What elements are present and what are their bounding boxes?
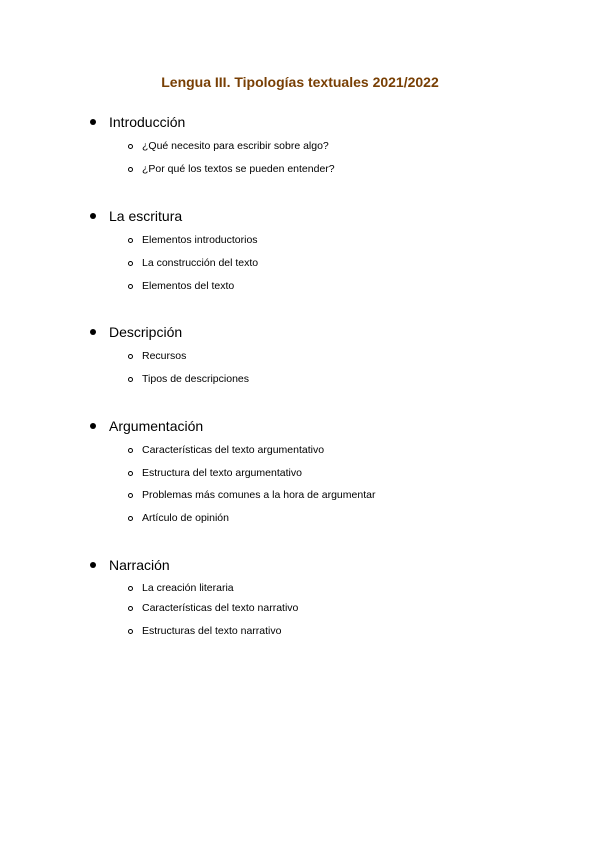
bullet-circle-icon [128,629,133,634]
list-item-label: ¿Por qué los textos se pueden entender? [142,163,335,175]
list-item [128,580,234,596]
list-item [128,138,329,154]
list-item-label: Tipos de descripciones [142,373,249,385]
list-item-label: Elementos introductorios [142,234,258,246]
list-item [128,600,298,616]
bullet-disc-icon [90,562,96,568]
list-item [128,161,335,177]
list-item [128,255,258,271]
list-item-label: Recursos [142,350,187,362]
bullet-circle-icon [128,606,133,611]
section-heading [90,555,170,575]
bullet-disc-icon [90,213,96,219]
bullet-circle-icon [128,516,133,521]
list-item [128,278,234,294]
section-heading [90,206,182,226]
list-item-label: Estructuras del texto narrativo [142,625,282,637]
list-item [128,465,302,481]
section-label: Narración [109,557,170,573]
list-item [128,232,258,248]
list-item [128,348,186,364]
bullet-circle-icon [128,284,133,289]
bullet-circle-icon [128,586,133,591]
list-item-label: Características del texto narrativo [142,602,299,614]
section-label: Argumentación [109,418,204,434]
section-label: Descripción [109,324,183,340]
section-label: Introducción [109,114,186,130]
list-item-label: Problemas más comunes a la hora de argumentar [142,489,376,501]
bullet-circle-icon [128,144,133,149]
list-item-label: La construcción del texto [142,257,259,269]
list-item [128,371,249,387]
list-item-label: Artículo de opinión [142,512,229,524]
list-item-label: Elementos del texto [142,280,235,292]
bullet-disc-icon [90,423,96,429]
section-heading [90,416,203,436]
list-item [128,623,281,639]
list-item-label: Estructura del texto argumentativo [142,467,302,479]
bullet-circle-icon [128,354,133,359]
list-item [128,442,324,458]
list-item-label: Características del texto argumentativo [142,444,325,456]
bullet-circle-icon [128,471,133,476]
list-item [128,487,375,503]
section-heading [90,112,185,132]
section-label: La escritura [109,208,183,224]
list-item-label: ¿Qué necesito para escribir sobre algo? [142,140,329,152]
list-item [128,510,229,526]
bullet-disc-icon [90,329,96,335]
section-heading [90,322,182,342]
list-item-label: La creación literaria [142,582,234,594]
bullet-disc-icon [90,119,96,125]
bullet-circle-icon [128,238,133,243]
bullet-circle-icon [128,448,133,453]
bullet-circle-icon [128,493,133,498]
document-title: Lengua III. Tipologías textuales 2021/2022 [161,74,439,90]
bullet-circle-icon [128,261,133,266]
bullet-circle-icon [128,377,133,382]
bullet-circle-icon [128,167,133,172]
